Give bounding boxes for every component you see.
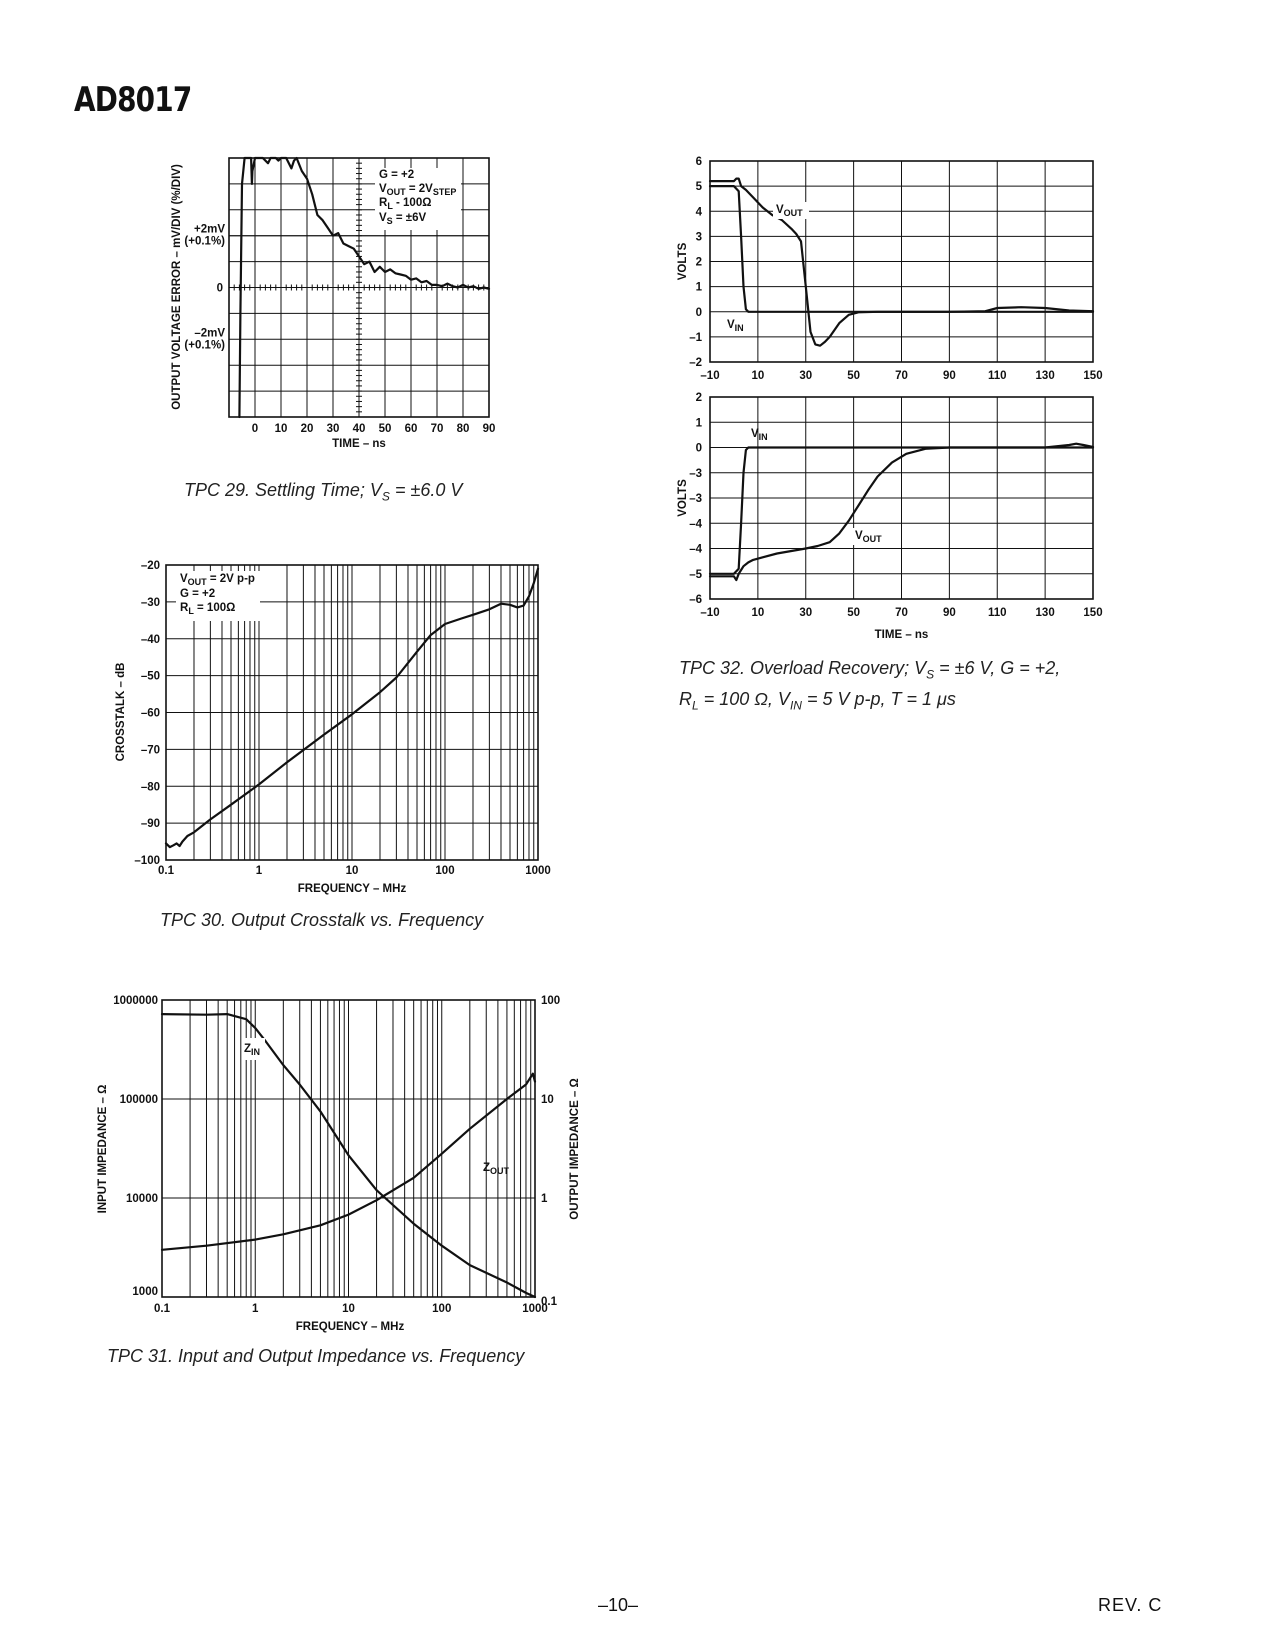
tpc29-ytick-label: –2mV: [194, 327, 225, 340]
tpc32b-ytick-label: –3: [689, 493, 702, 505]
tpc32b-xtick-label: 70: [895, 607, 908, 619]
tpc30-ytick-label: –80: [140, 781, 160, 794]
tpc32b-ytick-label: –4: [689, 543, 702, 556]
tpc30-ylabel: CROSSTALK – dB: [115, 662, 127, 762]
tpc30-xtick-label: 0.1: [158, 865, 174, 877]
tpc31-ytick-label: 1000: [132, 1286, 158, 1298]
tpc31-xtick-label: 100: [432, 1303, 452, 1315]
tpc31-y2tick-label: 100: [541, 995, 561, 1007]
tpc32b-xtick-label: 10: [751, 607, 765, 619]
tpc32b-xtick-label: 30: [799, 607, 813, 619]
tpc29-ytick-label: +2mV: [193, 223, 225, 236]
tpc32a-ytick-label: 5: [695, 181, 702, 194]
tpc31-y2label: OUTPUT IMPEDANCE – Ω: [569, 1078, 581, 1220]
tpc32b-ytick-label: –4: [689, 518, 702, 531]
tpc29-xtick-label: 30: [326, 423, 340, 435]
tpc31-ytick-label: 10000: [126, 1193, 158, 1205]
tpc32a-ytick-label: 1: [695, 281, 702, 294]
tpc30-legend-rl: $R_L = 100\Omega$: [180, 602, 236, 616]
tpc32b-ytick-label: 2: [695, 392, 702, 404]
tpc30-xlabel: FREQUENCY – MHz: [297, 883, 407, 895]
tpc31-xlabel: FREQUENCY – MHz: [295, 1321, 405, 1333]
tpc31-zout-label: $Z_{OUT}$: [483, 1162, 510, 1176]
tpc30-ytick-label: –40: [140, 633, 160, 646]
tpc32a-xtick-label: 50: [847, 370, 861, 382]
tpc32a-vin-label: $V_{IN}$: [727, 319, 744, 333]
tpc30-legend-gain: G = +2: [180, 588, 216, 600]
tpc32a-chart: [677, 156, 1103, 382]
tpc32a-ytick-label: 4: [695, 206, 702, 219]
tpc32-caption: TPC 32. Overload Recovery; $V_S = \pm 6$ V, G = +2, $R_L = 100$ Ω, $V_{IN} = 5$ V p-p, T = 1 μs: [679, 658, 1061, 713]
tpc29-chart: [171, 158, 495, 450]
tpc31-zin-label: $Z_{IN}$: [244, 1043, 261, 1057]
tpc30-ytick-label: –30: [140, 596, 160, 609]
tpc31-ylabel: INPUT IMPEDANCE – Ω: [97, 1084, 109, 1214]
tpc32b-ylabel: VOLTS: [677, 479, 689, 517]
tpc29-ytick-label: (+0.1%): [184, 339, 225, 352]
tpc29-legend-vout: $V_{OUT} = 2V_{STEP}$: [379, 183, 457, 197]
tpc32a-ytick-label: 6: [695, 156, 702, 168]
tpc30-ytick-label: –70: [140, 744, 160, 757]
tpc30-xtick-label: 1: [255, 865, 263, 877]
tpc32a-ytick-label: 0: [695, 306, 702, 319]
tpc30-ytick-label: –20: [140, 560, 160, 572]
tpc31-xtick-label: 10: [342, 1303, 355, 1315]
tpc29-xlabel: TIME – ns: [332, 438, 386, 450]
tpc30-chart: [115, 560, 551, 895]
tpc30-ytick-label: –50: [140, 670, 160, 683]
tpc32a-ytick-label: 2: [695, 256, 702, 269]
tpc29-legend-rl: $R_L - 100\Omega$: [379, 197, 432, 211]
tpc29-xtick-label: 10: [274, 423, 288, 435]
tpc30-xtick-label: 10: [345, 865, 359, 877]
tpc32a-xtick-label: 70: [895, 370, 908, 382]
tpc32b-xlabel: TIME – ns: [874, 629, 929, 641]
tpc31-y2tick-label: 0.1: [541, 1296, 557, 1308]
tpc32b-vin-label: $V_{IN}$: [751, 428, 768, 442]
tpc32b-xtick-label: –10: [700, 607, 720, 619]
tpc31-xtick-label: 1000: [522, 1303, 548, 1315]
tpc32a-xtick-label: 150: [1083, 370, 1103, 382]
tpc32a-ylabel: VOLTS: [677, 242, 689, 281]
tpc29-xtick-label: 80: [456, 423, 470, 435]
tpc29-xtick-label: 20: [300, 423, 314, 435]
part-number: AD8017: [74, 80, 192, 120]
tpc32a-xtick-label: –10: [700, 370, 720, 382]
tpc30-xtick-label: 100: [435, 865, 455, 877]
tpc32a-ytick-label: –1: [689, 331, 702, 344]
tpc29-xtick-label: 0: [251, 423, 259, 435]
tpc32a-xtick-label: 110: [987, 370, 1007, 382]
tpc31-caption: TPC 31. Input and Output Impedance vs. Frequency: [107, 1346, 525, 1366]
tpc32b-ytick-label: –6: [689, 594, 702, 606]
tpc32b-ytick-label: 1: [695, 417, 702, 430]
tpc29-legend-gain: G = +2: [379, 169, 415, 181]
tpc31-ytick-label: 1000000: [113, 995, 158, 1007]
page-number: –10–: [598, 1595, 639, 1615]
tpc32b-ytick-label: –5: [689, 568, 702, 581]
tpc31-ytick-label: 100000: [119, 1094, 158, 1106]
tpc32b-xtick-label: 150: [1083, 607, 1103, 619]
tpc32b-xtick-label: 130: [1035, 607, 1055, 619]
tpc32b-xtick-label: 50: [847, 607, 861, 619]
tpc32a-ytick-label: 3: [695, 231, 702, 244]
tpc32a-vout-label: $V_{OUT}$: [776, 204, 803, 218]
tpc29-xtick-label: 60: [404, 423, 418, 435]
tpc32b-xtick-label: 110: [987, 607, 1007, 619]
tpc29-legend-vs: $V_S = \pm 6V$: [379, 212, 427, 226]
tpc32a-xtick-label: 10: [751, 370, 765, 382]
tpc32a-ytick-label: –2: [689, 357, 702, 369]
tpc32a-xtick-label: 130: [1035, 370, 1055, 382]
revision: REV. C: [1098, 1595, 1163, 1615]
tpc29-xtick-label: 40: [352, 423, 366, 435]
tpc32a-xtick-label: 90: [942, 370, 956, 382]
tpc31-y2tick-label: 1: [541, 1193, 548, 1205]
tpc29-ylabel: OUTPUT VOLTAGE ERROR – mV/DIV (%/DIV): [171, 164, 183, 410]
tpc29-xtick-label: 70: [430, 423, 444, 435]
tpc31-xtick-label: 1: [252, 1303, 259, 1315]
tpc32b-xtick-label: 90: [942, 607, 956, 619]
tpc29-ytick-label: 0: [216, 282, 223, 295]
tpc32b-vout-label: $V_{OUT}$: [855, 530, 882, 544]
tpc32b-ytick-label: 0: [695, 442, 702, 455]
tpc30-ytick-label: –90: [140, 818, 160, 831]
tpc30-caption: TPC 30. Output Crosstalk vs. Frequency: [160, 910, 484, 930]
tpc30-legend-vout: $V_{OUT} = 2V$ p-p: [180, 573, 255, 587]
tpc30-ytick-label: –100: [134, 855, 160, 867]
tpc30-ytick-label: –60: [140, 707, 160, 720]
tpc29-xtick-label: 50: [378, 423, 392, 435]
tpc30-xtick-label: 1000: [525, 865, 551, 877]
tpc31-chart: [97, 995, 581, 1333]
tpc32b-ytick-label: –3: [689, 467, 702, 480]
tpc29-caption: TPC 29. Settling Time; $V_S = \pm 6.0$ V: [184, 480, 463, 504]
tpc31-xtick-label: 0.1: [154, 1303, 170, 1315]
tpc32a-xtick-label: 30: [799, 370, 813, 382]
tpc29-xtick-label: 90: [482, 423, 496, 435]
tpc29-ytick-label: (+0.1%): [184, 235, 225, 248]
tpc32b-chart: [677, 392, 1103, 641]
tpc31-y2tick-label: 10: [541, 1094, 554, 1106]
